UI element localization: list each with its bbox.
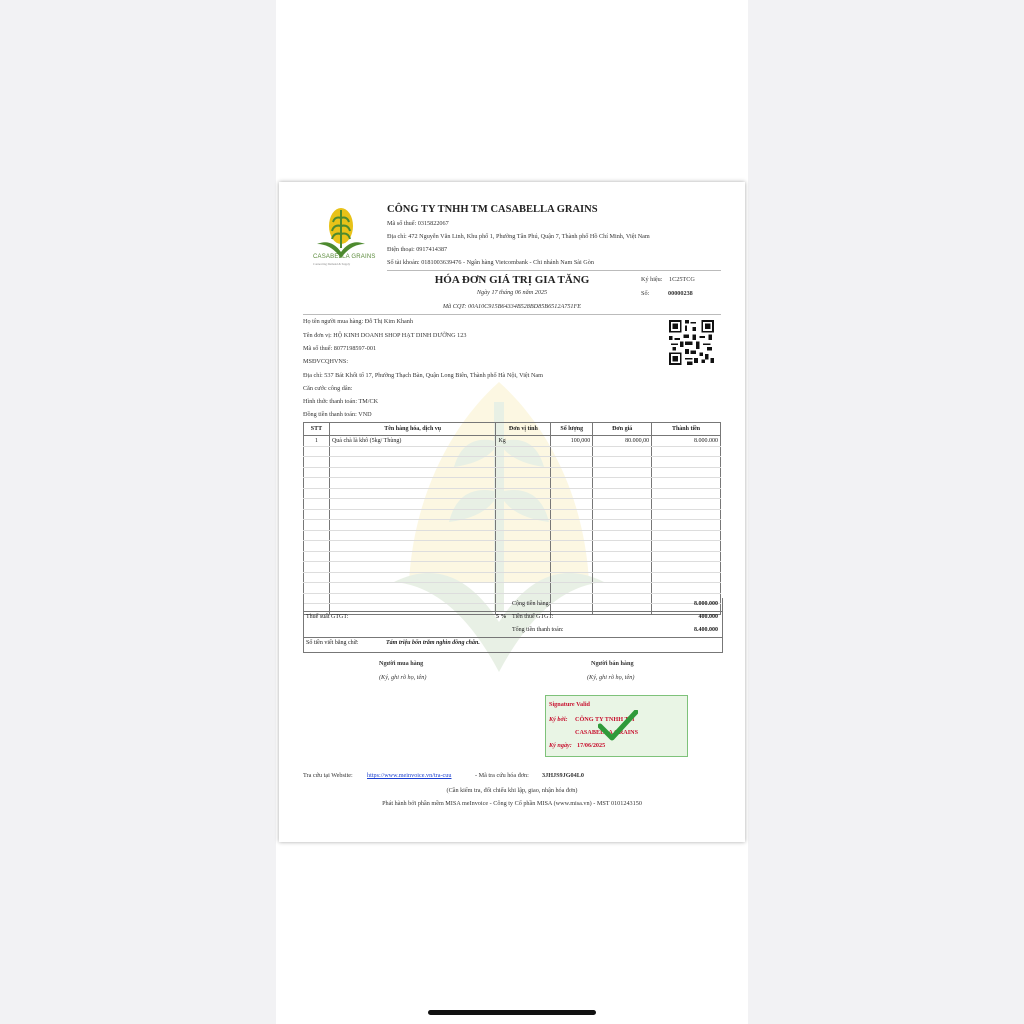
vat-rate-value: 5 % (496, 614, 507, 620)
signed-date-label: Ký ngày: (549, 742, 572, 749)
cell-stt: 1 (304, 436, 330, 447)
company-tax-code: Mã số thuế: 0315822067 (387, 220, 449, 227)
total-row (304, 624, 722, 638)
company-name: CÔNG TY TNHH TM CASABELLA GRAINS (387, 204, 598, 215)
invoice-page (279, 182, 745, 842)
col-header-price: Đơn giá (593, 423, 652, 436)
signature-valid-text: Signature Valid (549, 701, 590, 708)
home-indicator[interactable] (428, 1010, 596, 1015)
invoice-cqt-code: Mã CQT: 00A10C915B64334B528BD85B6512A751FE (442, 303, 582, 310)
amount-in-words-value: Tám triệu bốn trăm nghìn đồng chẵn. (386, 640, 480, 646)
signed-date: 17/06/2025 (577, 742, 606, 749)
digital-signature-box (545, 695, 688, 757)
cell-name: Quả chà là khô (5kg/ Thùng) (329, 436, 495, 447)
total-value: 8.400.000 (694, 627, 718, 633)
total-label: Tổng tiền thanh toán: (512, 627, 564, 633)
cell-unit: Kg (496, 436, 551, 447)
qr-code-icon (669, 320, 714, 365)
table-row-empty (304, 499, 721, 510)
company-phone: Điện thoại: 0917414387 (387, 246, 448, 253)
table-row-empty (304, 562, 721, 573)
title-divider (303, 314, 721, 315)
col-header-name: Tên hàng hóa, dịch vụ (329, 423, 495, 436)
amount-in-words-row (304, 638, 722, 651)
table-row-empty (304, 467, 721, 478)
table-row-empty (304, 478, 721, 489)
invoice-symbol-value: 1C25TCG (669, 276, 695, 283)
subtotal-value: 8.000.000 (694, 601, 718, 607)
company-address: Địa chỉ: 472 Nguyễn Văn Linh, Khu phố 1, Phường Tân Phú, Quận 7, Thành phố Hồ Chí Minh, Việt Nam (387, 233, 650, 240)
signature-check-icon (598, 710, 638, 742)
lookup-code: 3JHJS9JG04L0 (542, 772, 584, 779)
table-row-empty (304, 541, 721, 552)
buyer-tax: Mã số thuế: 8077198597-001 (303, 345, 377, 352)
footer-note: (Cần kiểm tra, đối chiếu khi lập, giao, nhận hóa đơn) (446, 787, 578, 794)
signed-by-line2: CASABELLA GRAINS (575, 729, 639, 736)
cell-amount: 8.000.000 (652, 436, 721, 447)
buyer-signature-hint: (Ký, ghi rõ họ, tên) (379, 674, 427, 681)
subtotal-row (304, 598, 722, 612)
table-row-empty (304, 583, 721, 594)
buyer-name: Họ tên người mua hàng: Đỗ Thị Kim Khanh (303, 318, 413, 325)
lookup-prefix: Tra cứu tại Website: (303, 772, 353, 779)
table-row-empty (304, 509, 721, 520)
vat-label: Tiền thuế GTGT: (512, 614, 554, 620)
col-header-unit: Đơn vị tính (496, 423, 551, 436)
seller-signature-hint: (Ký, ghi rõ họ, tên) (587, 674, 635, 681)
buyer-msdvqhns: MSĐVCQHVNS: (303, 358, 349, 365)
invoice-number-label: Số: (641, 290, 650, 297)
col-header-stt: STT (304, 423, 330, 436)
invoice-number-value: 00000238 (668, 290, 693, 297)
table-row-empty (304, 446, 721, 457)
vat-value: 400.000 (698, 614, 718, 620)
payment-method: Hình thức thanh toán: TM/CK (303, 398, 379, 405)
table-row-empty (304, 551, 721, 562)
table-row-empty (304, 488, 721, 499)
invoice-date: Ngày 17 tháng 06 năm 2025 (476, 289, 548, 296)
buyer-signature-title: Người mua hàng (379, 660, 424, 667)
buyer-unit: Tên đơn vị: HỘ KINH DOANH SHOP HẠT DINH DƯỠNG 123 (303, 332, 467, 339)
items-table (303, 422, 721, 615)
signed-by-label: Ký bởi: (549, 716, 568, 723)
footer-publisher: Phát hành bởi phần mềm MISA meInvoice - Công ty Cổ phần MISA (www.misa.vn) - MST 0101243150 (382, 800, 642, 807)
lookup-link[interactable]: https://www.meinvoice.vn/tra-cuu (367, 772, 452, 779)
header-divider (387, 270, 721, 271)
col-header-amount: Thành tiền (652, 423, 721, 436)
invoice-title: HÓA ĐƠN GIÁ TRỊ GIA TĂNG (434, 274, 590, 286)
cell-price: 80.000,00 (593, 436, 652, 447)
table-header-row (304, 423, 721, 436)
table-row (304, 436, 721, 447)
lookup-code-label: - Mã tra cứu hóa đơn: (475, 772, 529, 779)
table-row-empty (304, 457, 721, 468)
totals-block (303, 598, 723, 653)
signed-by-line1: CÔNG TY TNHH TM (575, 716, 635, 723)
vat-rate-label: Thuế suất GTGT: (306, 614, 349, 620)
payment-currency: Đồng tiền thanh toán: VND (303, 411, 372, 418)
vat-row (304, 611, 722, 624)
amount-in-words-label: Số tiền viết bằng chữ: (306, 640, 359, 646)
col-header-qty: Số lượng (551, 423, 593, 436)
table-row-empty (304, 572, 721, 583)
cell-qty: 100,000 (551, 436, 593, 447)
table-row-empty (304, 530, 721, 541)
logo-tagline: Connecting Demand & Supply (313, 262, 351, 266)
subtotal-label: Cộng tiền hàng: (512, 601, 551, 607)
company-bank: Số tài khoản: 0181003639476 - Ngân hàng Vietcombank - Chi nhánh Nam Sài Gòn (387, 259, 594, 266)
table-row-empty (304, 520, 721, 531)
logo-text: CASABELLA GRAINS (313, 254, 376, 260)
invoice-symbol-label: Ký hiệu: (641, 276, 663, 283)
buyer-address: Địa chỉ: 537 Bát Khối tổ 17, Phường Thạch Bàn, Quận Long Biên, Thành phố Hà Nội, Việt Nam (303, 372, 543, 379)
seller-signature-title: Người bán hàng (591, 660, 634, 667)
buyer-id-card: Căn cước công dân: (303, 385, 353, 392)
